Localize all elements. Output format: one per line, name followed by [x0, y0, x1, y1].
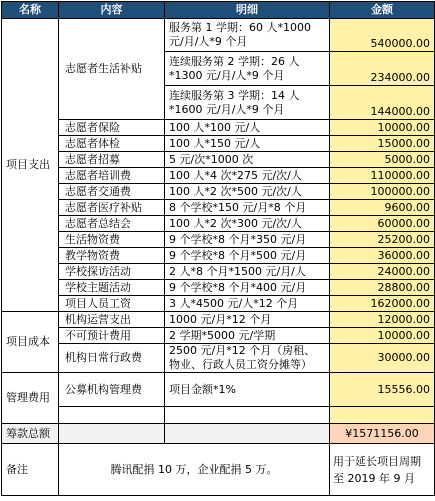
table-row: [2, 19, 435, 52]
row-amount: 28800.00: [330, 280, 435, 296]
row-content: 学校探访活动: [59, 264, 165, 280]
row-content: 教学物资费: [59, 248, 165, 264]
header-row: [2, 2, 435, 19]
total-amount: ¥1571156.00: [330, 424, 435, 444]
note-row: [2, 444, 435, 496]
row-content: 不可预计费用: [59, 328, 165, 344]
row-detail: 连续服务第 3 学期：14 人*1600 元/月/人*9 个月: [165, 86, 330, 120]
row-amount: 162000.00: [330, 296, 435, 312]
row-detail: 100 人*150 元/人: [165, 136, 330, 152]
table-row: [2, 152, 435, 168]
total-row: [2, 424, 435, 444]
row-content: 机构运营支出: [59, 312, 165, 328]
row-detail: 项目金额*1%: [165, 373, 330, 407]
row-content: 志愿者体检: [59, 136, 165, 152]
row-detail: 9 个学校*8 个月*350 元/月: [165, 232, 330, 248]
table-row: [2, 328, 435, 344]
table-row: [2, 280, 435, 296]
row-content: 志愿者医疗补贴: [59, 200, 165, 216]
table-row: [2, 200, 435, 216]
table-row: [2, 296, 435, 312]
table-row: [2, 264, 435, 280]
row-amount: 25200.00: [330, 232, 435, 248]
table-row: [2, 232, 435, 248]
col-header-name: 名称: [2, 2, 59, 19]
row-amount: 36000.00: [330, 248, 435, 264]
total-spacer: [59, 424, 165, 444]
row-amount: 24000.00: [330, 264, 435, 280]
note-extra: 用于延长项目周期至 2019 年 9 月: [330, 444, 435, 496]
row-detail: 100 人*100 元/人: [165, 120, 330, 136]
table-row: [2, 168, 435, 184]
row-content: 志愿者培训费: [59, 168, 165, 184]
row-detail: 1000 元/月*12 个月: [165, 312, 330, 328]
category-project-cost: 项目成本: [2, 312, 59, 373]
row-detail: 服务第 1 学期：60 人*1000 元/月/人*9 个月: [165, 19, 330, 52]
row-content: [59, 407, 165, 424]
col-header-content: 内容: [59, 2, 165, 19]
row-detail: [165, 407, 330, 424]
row-detail: 3 人*4500 元/人*12 个月: [165, 296, 330, 312]
table-row: [2, 120, 435, 136]
row-content: 学校主题活动: [59, 280, 165, 296]
row-amount: 5000.00: [330, 152, 435, 168]
row-amount: 540000.00: [330, 19, 435, 52]
table-row: [2, 407, 435, 424]
table-row: [2, 312, 435, 328]
row-amount: 15556.00: [330, 373, 435, 407]
table-row: [2, 373, 435, 407]
row-amount: 10000.00: [330, 120, 435, 136]
row-detail: 2 学期*5000 元/学期: [165, 328, 330, 344]
row-detail: 8 个学校*150 元/月*8 个月: [165, 200, 330, 216]
category-project-expense: 项目支出: [2, 19, 59, 312]
row-detail: 100 人*2 次*300 元/次/人: [165, 216, 330, 232]
total-spacer: [165, 424, 330, 444]
table-row: [2, 136, 435, 152]
row-content: 志愿者总结会: [59, 216, 165, 232]
table-row: [2, 216, 435, 232]
row-detail: 100 人*4 次*275 元/次/人: [165, 168, 330, 184]
note-label: 备注: [2, 444, 59, 496]
row-detail: 5 元/次*1000 次: [165, 152, 330, 168]
row-content: 生活物资费: [59, 232, 165, 248]
row-content: 志愿者招募: [59, 152, 165, 168]
row-content: 志愿者生活补贴: [59, 19, 165, 120]
note-text: 腾讯配捐 10 万，企业配捐 5 万。: [59, 444, 330, 496]
row-content: 志愿者保险: [59, 120, 165, 136]
row-amount: 15000.00: [330, 136, 435, 152]
row-detail: 2500 元/月*12 个月（房租、物业、行政人员工资分摊等）: [165, 344, 330, 373]
row-detail: 9 个学校*8 个月*500 元/月: [165, 248, 330, 264]
row-detail: 100 人*2 次*500 元/次/人: [165, 184, 330, 200]
row-content: 公募机构管理费: [59, 373, 165, 407]
row-content: 机构日常行政费: [59, 344, 165, 373]
row-amount: 234000.00: [330, 52, 435, 86]
row-amount: 30000.00: [330, 344, 435, 373]
row-amount: [330, 407, 435, 424]
row-amount: 60000.00: [330, 216, 435, 232]
budget-table: [1, 1, 435, 496]
row-amount: 100000.00: [330, 184, 435, 200]
total-label: 筹款总额: [2, 424, 59, 444]
row-detail: 9 个学校*8 个月*400 元/月: [165, 280, 330, 296]
row-amount: 9600.00: [330, 200, 435, 216]
row-content: 项目人员工资: [59, 296, 165, 312]
row-amount: 10000.00: [330, 328, 435, 344]
table-row: [2, 184, 435, 200]
row-detail: 2 人*8 个月*1500 元/月/人: [165, 264, 330, 280]
row-amount: 12000.00: [330, 312, 435, 328]
row-detail: 连续服务第 2 学期：26 人*1300 元/月/人*9 个月: [165, 52, 330, 86]
table-row: [2, 344, 435, 373]
col-header-detail: 明细: [165, 2, 330, 19]
row-content: 志愿者交通费: [59, 184, 165, 200]
row-amount: 110000.00: [330, 168, 435, 184]
category-management-fee: 管理费用: [2, 373, 59, 424]
row-amount: 144000.00: [330, 86, 435, 120]
table-row: [2, 248, 435, 264]
col-header-amount: 金额: [330, 2, 435, 19]
